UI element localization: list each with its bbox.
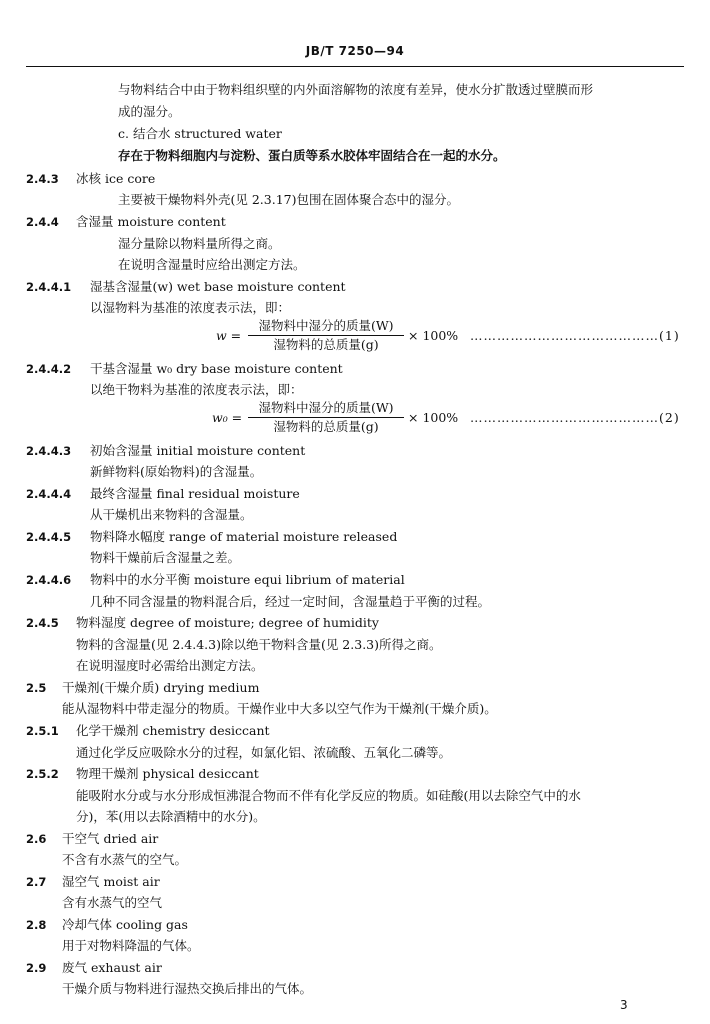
body-text: 新鲜物料(原始物料)的含湿量。 [90, 464, 263, 479]
section-title: 干空气 dried air [62, 831, 159, 846]
formula-numerator: 湿物料中湿分的质量(W) [258, 400, 394, 415]
section-number: 2.4.4.1 [26, 280, 72, 294]
section-number: 2.4.4 [26, 215, 59, 229]
header-divider [26, 66, 684, 67]
body-text: 通过化学反应吸除水分的过程，如氯化铝、浓硫酸、五氧化二磷等。 [76, 745, 452, 760]
body-text: 能吸附水分或与水分形成恒沸混合物而不伴有化学反应的物质。如硅酸(用以去除空气中的水 [76, 788, 581, 803]
body-text: 成的湿分。 [118, 104, 181, 119]
section-number: 2.4.4.5 [26, 530, 72, 544]
section-title: 冷却气体 cooling gas [62, 917, 188, 932]
section-number: 2.5 [26, 681, 47, 695]
body-text: 从干燥机出来物料的含湿量。 [90, 507, 253, 522]
body-text: 用于对物料降温的气体。 [62, 938, 200, 953]
section-title: 冰核 ice core [76, 171, 156, 186]
section-title: 干基含湿量 w₀ dry base moisture content [90, 361, 343, 376]
formula-1 [0, 318, 710, 356]
formula-multiplier: × 100% [408, 410, 459, 425]
body-text: 干燥介质与物料进行湿热交换后排出的气体。 [62, 981, 313, 996]
body-text: 在说明含湿量时应给出测定方法。 [118, 257, 306, 272]
body-text: 在说明湿度时必需给出测定方法。 [76, 658, 264, 673]
formula-2 [0, 400, 710, 438]
body-text: 以绝干物料为基准的浓度表示法，即： [90, 382, 303, 397]
section-title: 物料中的水分平衡 moisture equi librium of material [90, 572, 405, 587]
section-number: 2.4.5 [26, 616, 59, 630]
section-number: 2.5.2 [26, 767, 59, 781]
section-number: 2.5.1 [26, 724, 59, 738]
formula-fraction [248, 400, 404, 435]
body-text: 含有水蒸气的空气 [62, 895, 163, 910]
body-text: 与物料结合中由于物料组织壁的内外面溶解物的浓度有差异，使水分扩散透过壁膜而形 [118, 82, 594, 97]
section-title: 物理干燥剂 physical desiccant [76, 766, 259, 781]
section-title: 物料湿度 degree of moisture; degree of humidity [76, 615, 379, 630]
section-number: 2.4.4.2 [26, 362, 72, 376]
section-title: 废气 exhaust air [62, 960, 162, 975]
body-text: 几种不同含湿量的物料混合后，经过一定时间，含湿量趋于平衡的过程。 [90, 594, 491, 609]
section-number: 2.7 [26, 875, 47, 889]
section-number: 2.4.4.4 [26, 487, 72, 501]
section-number: 2.4.4.3 [26, 444, 72, 458]
body-text: 能从湿物料中带走湿分的物质。干燥作业中大多以空气作为干燥剂(干燥介质)。 [62, 701, 497, 716]
section-title: 最终含湿量 final residual moisture [90, 486, 300, 501]
section-number: 2.4.4.6 [26, 573, 72, 587]
body-text: 物料的含湿量(见 2.4.4.3)除以绝干物料含量(见 2.3.3)所得之商。 [76, 637, 442, 652]
body-text: 湿分量除以物料量所得之商。 [118, 236, 281, 251]
page-number: 3 [620, 998, 628, 1012]
formula-reference: ……………………………………(2) [470, 410, 680, 425]
section-number: 2.9 [26, 961, 47, 975]
section-title: 初始含湿量 initial moisture content [90, 443, 306, 458]
section-title: 湿空气 moist air [62, 874, 160, 889]
section-title: 化学干燥剂 chemistry desiccant [76, 723, 270, 738]
body-text: 分)，苯(用以去除酒精中的水分)。 [76, 809, 266, 824]
formula-denominator: 湿物料的总质量(g) [273, 337, 379, 352]
body-text: 不含有水蒸气的空气。 [62, 852, 188, 867]
formula-numerator: 湿物料中湿分的质量(W) [258, 318, 394, 333]
section-number: 2.6 [26, 832, 47, 846]
body-text: 主要被干燥物料外壳(见 2.3.17)包围在固体聚合态中的湿分。 [118, 192, 459, 207]
fraction-bar [248, 417, 404, 418]
item-c-title: c. 结合水 structured water [118, 126, 282, 141]
formula-lhs: w = [216, 328, 242, 343]
formula-fraction [248, 318, 404, 353]
formula-denominator: 湿物料的总质量(g) [273, 419, 379, 434]
section-number: 2.8 [26, 918, 47, 932]
section-title: 干燥剂(干燥介质) drying medium [62, 680, 260, 695]
body-text: 以湿物料为基准的浓度表示法，即： [90, 300, 291, 315]
section-title: 物料降水幅度 range of material moisture released [90, 529, 398, 544]
body-text: 物料干燥前后含湿量之差。 [90, 550, 241, 565]
formula-multiplier: × 100% [408, 328, 459, 343]
section-title: 含湿量 moisture content [76, 214, 226, 229]
section-title: 湿基含湿量(w) wet base moisture content [90, 279, 346, 294]
standard-code-header: JB/T 7250—94 [305, 44, 405, 58]
formula-lhs: w₀ = [212, 410, 243, 425]
formula-reference: ……………………………………(1) [470, 328, 680, 343]
fraction-bar [248, 335, 404, 336]
section-number: 2.4.3 [26, 172, 59, 186]
body-text: 存在于物料细胞内与淀粉、蛋白质等系水胶体牢固结合在一起的水分。 [118, 148, 506, 163]
